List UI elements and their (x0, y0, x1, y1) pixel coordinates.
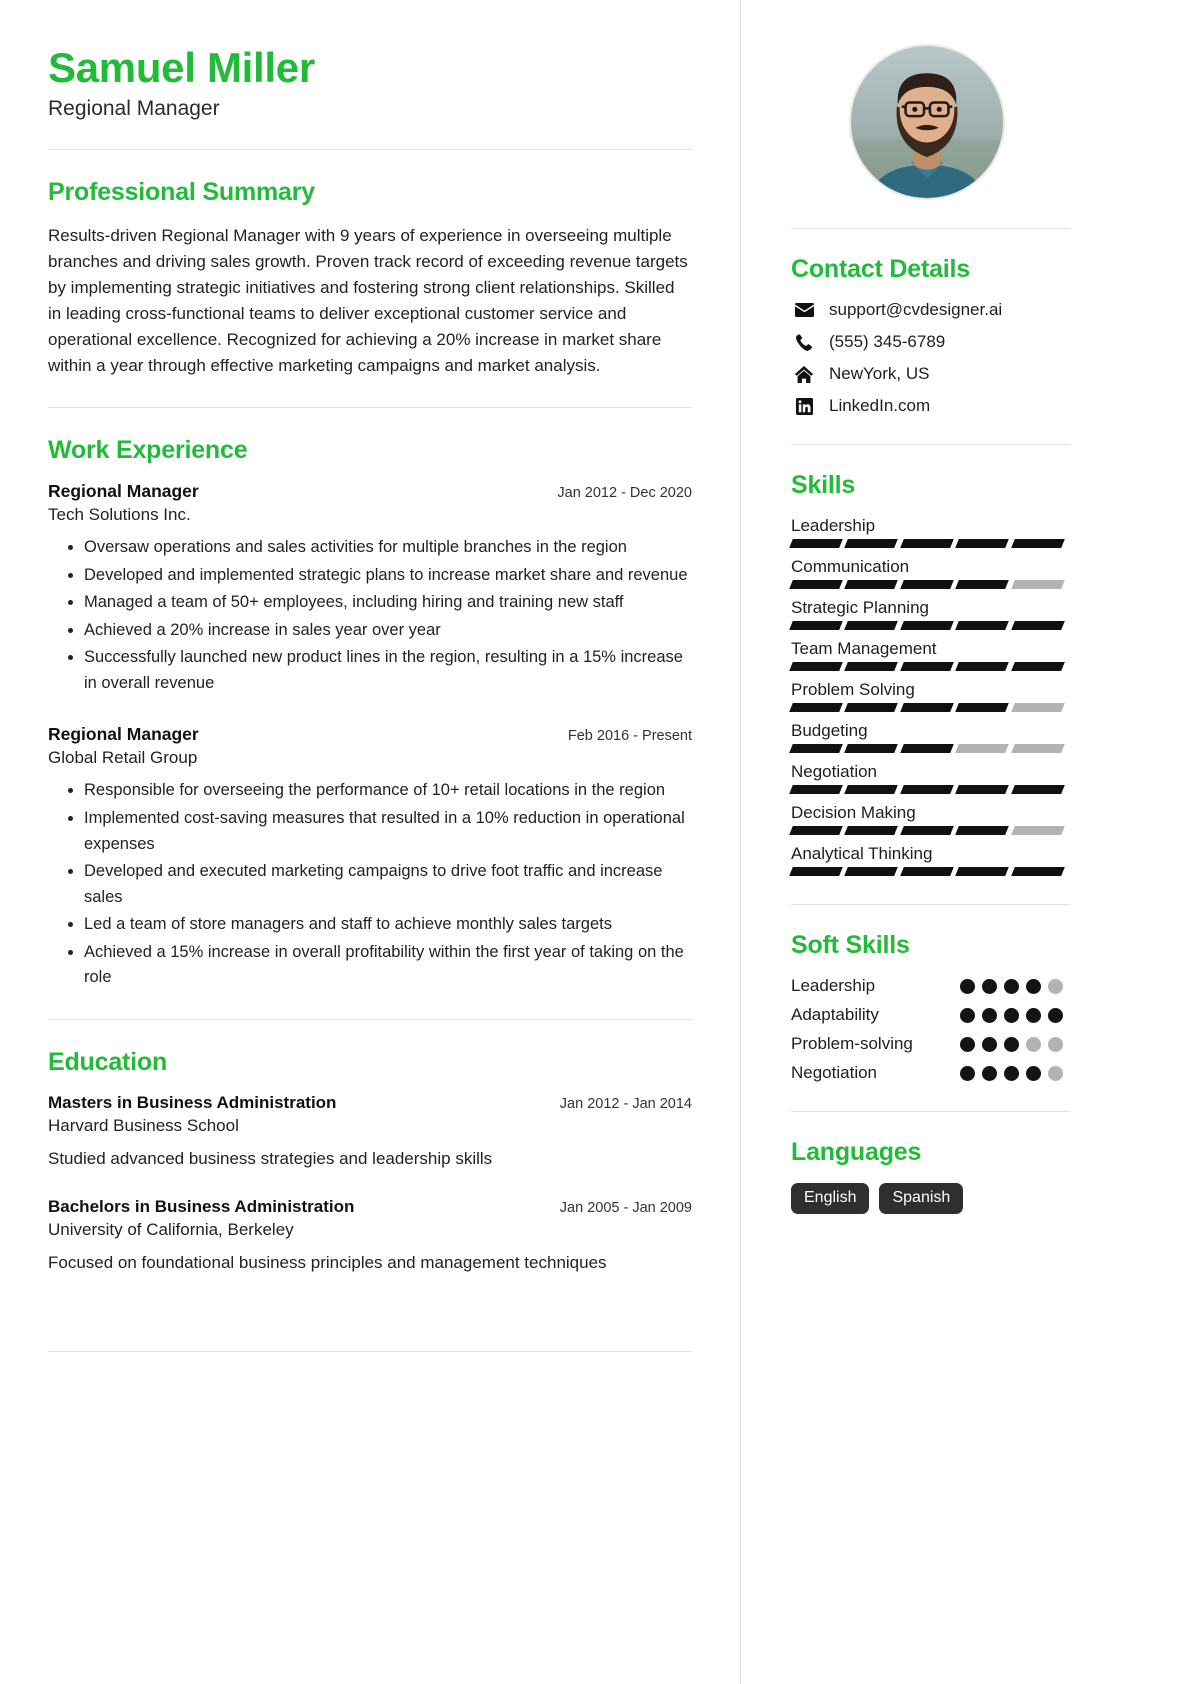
skill-rating-bar (791, 621, 1063, 630)
section-soft-skills (791, 931, 1070, 1083)
rating-dot-empty (1048, 1066, 1063, 1081)
skill-segment-empty (1011, 744, 1065, 753)
work-bullet: • Led a team of store managers and staff to achieve monthly sales targets (84, 912, 692, 938)
skill-label: Problem Solving (791, 680, 915, 699)
skill-segment-filled (955, 662, 1009, 671)
skill-label: Decision Making (791, 803, 916, 822)
rating-dot-empty (1026, 1037, 1041, 1052)
rating-dot-filled (960, 1066, 975, 1081)
divider (48, 407, 692, 408)
skill-segment-filled (900, 867, 954, 876)
skill-item (791, 557, 1070, 589)
divider (48, 1351, 692, 1352)
language-tag-list (791, 1183, 1070, 1214)
skill-segment-filled (955, 703, 1009, 712)
skill-segment-filled (845, 580, 899, 589)
rating-dot-filled (1026, 1008, 1041, 1023)
linkedin-icon (791, 398, 817, 415)
skill-item (791, 598, 1070, 630)
skill-segment-filled (900, 539, 954, 548)
skill-segment-empty (955, 744, 1009, 753)
work-company: Tech Solutions Inc. (48, 505, 191, 525)
education-degree: Masters in Business Administration (48, 1092, 337, 1112)
section-title-work: Work Experience (48, 436, 248, 465)
skill-segment-filled (1011, 662, 1065, 671)
skill-segment-filled (955, 867, 1009, 876)
skill-segment-filled (845, 703, 899, 712)
skill-label: Strategic Planning (791, 598, 929, 617)
skill-segment-filled (789, 744, 843, 753)
skill-rating-bar (791, 785, 1063, 794)
header-block (48, 44, 692, 121)
skill-rating-bar (791, 703, 1063, 712)
home-icon (791, 366, 817, 383)
work-entry (48, 724, 692, 991)
rating-dot-filled (1004, 1037, 1019, 1052)
soft-skill-dots (960, 1066, 1063, 1081)
contact-location-value: NewYork, US (829, 364, 930, 383)
rating-dot-filled (982, 1008, 997, 1023)
section-professional-summary (48, 178, 692, 379)
soft-skill-label: Leadership (791, 976, 876, 995)
section-work-experience (48, 436, 692, 991)
skill-label: Analytical Thinking (791, 844, 933, 863)
rating-dot-filled (1004, 1008, 1019, 1023)
work-bullet: • Successfully launched new product lines in the region, resulting in a 15% increase in overall revenue (84, 645, 692, 696)
skill-label: Negotiation (791, 762, 878, 781)
skill-segment-empty (1011, 703, 1065, 712)
skill-segment-filled (789, 539, 843, 548)
contact-linkedin-value: LinkedIn.com (829, 396, 931, 415)
skill-item (791, 721, 1070, 753)
work-bullet: • Developed and executed marketing campaigns to drive foot traffic and increase sales (84, 859, 692, 910)
skill-label: Communication (791, 557, 910, 576)
work-bullet: • Implemented cost-saving measures that resulted in a 10% reduction in operational expenses (84, 806, 692, 857)
skill-item (791, 803, 1070, 835)
language-tag[interactable]: Spanish (879, 1183, 963, 1214)
spacer (48, 1173, 692, 1197)
divider (791, 228, 1070, 229)
avatar (849, 44, 1005, 200)
skill-rating-bar (791, 744, 1063, 753)
contact-phone-value: (555) 345-6789 (829, 332, 946, 351)
skill-segment-filled (900, 785, 954, 794)
section-title-summary: Professional Summary (48, 178, 315, 207)
skill-segment-filled (789, 867, 843, 876)
skill-segment-filled (955, 621, 1009, 630)
phone-icon (791, 334, 817, 351)
skill-item (791, 639, 1070, 671)
skill-rating-bar (791, 539, 1063, 548)
section-title-education: Education (48, 1047, 168, 1076)
skill-segment-filled (900, 744, 954, 753)
skill-segment-filled (789, 703, 843, 712)
rating-dot-filled (960, 1037, 975, 1052)
skill-segment-empty (1011, 580, 1065, 589)
skill-segment-filled (789, 621, 843, 630)
divider (48, 1019, 692, 1020)
skill-segment-filled (1011, 621, 1065, 630)
skill-segment-filled (845, 539, 899, 548)
soft-skill-dots (960, 1037, 1063, 1052)
section-languages (791, 1138, 1070, 1214)
skill-segment-filled (789, 662, 843, 671)
skill-segment-filled (789, 785, 843, 794)
work-bullet: • Managed a team of 50+ employees, including hiring and training new staff (84, 590, 692, 616)
rating-dot-empty (1048, 1037, 1063, 1052)
skill-segment-filled (955, 826, 1009, 835)
work-entry-header (48, 481, 692, 502)
soft-skill-item (791, 1034, 1063, 1054)
candidate-name: Samuel Miller (48, 44, 315, 91)
work-entry-header (48, 724, 692, 745)
skill-segment-filled (900, 826, 954, 835)
skill-segment-filled (1011, 539, 1065, 548)
skill-label: Team Management (791, 639, 937, 658)
work-bullet: • Achieved a 20% increase in sales year over year (84, 618, 692, 644)
skill-item (791, 762, 1070, 794)
work-bullet-list (48, 535, 692, 696)
education-description: Studied advanced business strategies and leadership skills (48, 1148, 493, 1168)
rating-dot-filled (1004, 979, 1019, 994)
skill-segment-filled (845, 785, 899, 794)
skill-segment-empty (1011, 826, 1065, 835)
skill-segment-filled (845, 662, 899, 671)
education-description: Focused on foundational business principles and management techniques (48, 1252, 607, 1272)
skill-segment-filled (845, 744, 899, 753)
skill-segment-filled (900, 621, 954, 630)
work-bullet: • Oversaw operations and sales activities for multiple branches in the region (84, 535, 692, 561)
work-job-title: Regional Manager (48, 481, 199, 502)
work-bullet: • Developed and implemented strategic plans to increase market share and revenue (84, 563, 692, 589)
section-title-contact: Contact Details (791, 255, 970, 283)
soft-skill-item (791, 1063, 1063, 1083)
divider (791, 1111, 1070, 1112)
rating-dot-filled (1004, 1066, 1019, 1081)
contact-item-phone[interactable] (791, 332, 1070, 352)
contact-email-value: support@cvdesigner.ai (829, 300, 1003, 319)
education-entry (48, 1197, 692, 1273)
summary-text: Results-driven Regional Manager with 9 years of experience in overseeing multiple branches and driving sales growth. Proven track record of exceeding revenue targets by implementing strategic initiatives and fostering strong client relationships. Skilled in leading cross-functional teams to deliver exceptional customer service and operational excellence. Recognized for achieving a 20% increase in market share within a year through effective marketing campaigns and market analysis. (48, 226, 688, 376)
education-school: University of California, Berkeley (48, 1219, 294, 1239)
work-bullet: • Achieved a 15% increase in overall profitability within the first year of taking on the role (84, 940, 692, 991)
divider (791, 904, 1070, 905)
soft-skill-dots (960, 979, 1063, 994)
skill-segment-filled (789, 826, 843, 835)
rating-dot-filled (982, 1037, 997, 1052)
skill-segment-filled (955, 580, 1009, 589)
work-company: Global Retail Group (48, 748, 198, 768)
soft-skill-label: Adaptability (791, 1005, 879, 1024)
education-date: Jan 2005 - Jan 2009 (559, 1199, 692, 1216)
section-title-languages: Languages (791, 1138, 922, 1166)
section-contact-details (791, 255, 1070, 416)
work-entry (48, 481, 692, 696)
education-entry (48, 1093, 692, 1169)
rating-dot-filled (960, 1008, 975, 1023)
education-school: Harvard Business School (48, 1115, 239, 1135)
sidebar-column (741, 0, 1200, 1684)
envelope-icon (791, 303, 817, 317)
candidate-role: Regional Manager (48, 97, 220, 121)
soft-skill-dots (960, 1008, 1063, 1023)
skill-segment-filled (845, 826, 899, 835)
soft-skill-label: Problem-solving (791, 1034, 913, 1053)
skill-segment-filled (1011, 785, 1065, 794)
education-degree: Bachelors in Business Administration (48, 1196, 355, 1216)
rating-dot-empty (1048, 979, 1063, 994)
rating-dot-filled (1048, 1008, 1063, 1023)
rating-dot-filled (1026, 1066, 1041, 1081)
skill-item (791, 516, 1070, 548)
skill-segment-filled (955, 785, 1009, 794)
soft-skill-label: Negotiation (791, 1063, 878, 1082)
section-education (48, 1048, 692, 1273)
skill-segment-filled (955, 539, 1009, 548)
divider (791, 444, 1070, 445)
avatar-photo-illustration (851, 46, 1003, 198)
work-job-date: Jan 2012 - Dec 2020 (557, 485, 692, 502)
avatar-wrapper (849, 44, 1070, 200)
contact-item-email[interactable] (791, 300, 1070, 320)
skill-item (791, 844, 1070, 876)
rating-dot-filled (960, 979, 975, 994)
skill-segment-filled (900, 703, 954, 712)
rating-dot-filled (982, 1066, 997, 1081)
section-title-skills: Skills (791, 471, 856, 499)
skill-label: Leadership (791, 516, 876, 535)
skill-rating-bar (791, 867, 1063, 876)
skill-rating-bar (791, 662, 1063, 671)
skill-rating-bar (791, 580, 1063, 589)
skill-segment-filled (845, 621, 899, 630)
skill-label: Budgeting (791, 721, 868, 740)
skill-segment-filled (789, 580, 843, 589)
rating-dot-filled (982, 979, 997, 994)
skill-segment-filled (900, 662, 954, 671)
work-job-title: Regional Manager (48, 724, 199, 745)
contact-item-location[interactable] (791, 364, 1070, 384)
education-entry-header (48, 1093, 692, 1113)
work-bullet-list (48, 778, 692, 991)
work-job-date: Feb 2016 - Present (567, 728, 692, 745)
rating-dot-filled (1026, 979, 1041, 994)
spacer (48, 702, 692, 724)
soft-skill-item (791, 976, 1063, 996)
contact-item-linkedin[interactable] (791, 396, 1070, 416)
language-tag[interactable]: English (791, 1183, 869, 1214)
skill-segment-filled (845, 867, 899, 876)
education-entry-header (48, 1197, 692, 1217)
skill-item (791, 680, 1070, 712)
skill-segment-filled (900, 580, 954, 589)
skill-segment-filled (1011, 867, 1065, 876)
section-skills (791, 471, 1070, 876)
education-date: Jan 2012 - Jan 2014 (559, 1095, 692, 1112)
skill-rating-bar (791, 826, 1063, 835)
section-title-soft-skills: Soft Skills (791, 931, 910, 959)
work-bullet: • Responsible for overseeing the performance of 10+ retail locations in the region (84, 778, 692, 804)
soft-skill-item (791, 1005, 1063, 1025)
divider (48, 149, 692, 150)
